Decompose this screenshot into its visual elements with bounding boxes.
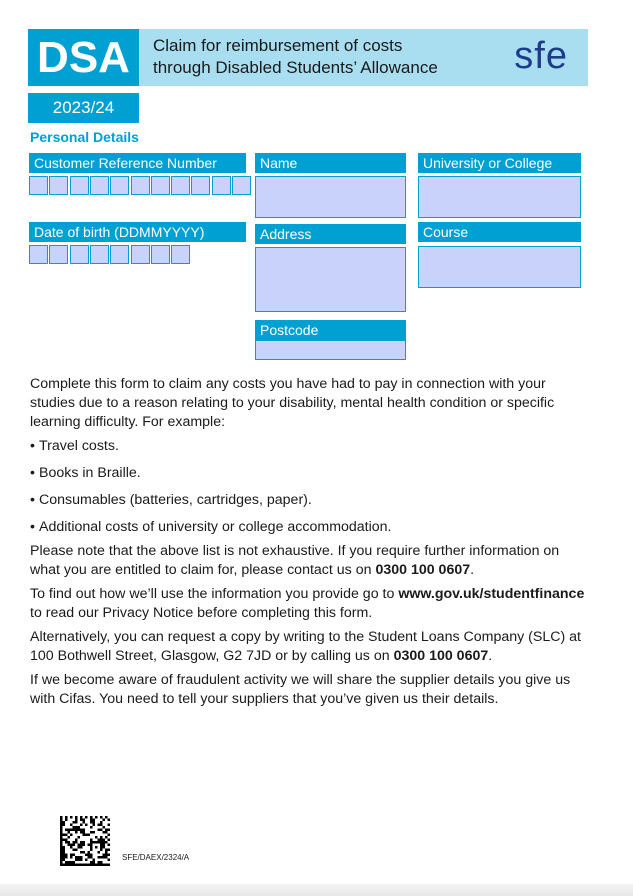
postcode-label: Postcode bbox=[255, 320, 406, 340]
dob-digit-box[interactable] bbox=[110, 245, 129, 264]
header-banner bbox=[139, 29, 588, 86]
crn-digit-box[interactable] bbox=[171, 176, 190, 195]
bullet-text: Travel costs. bbox=[39, 438, 119, 454]
crn-digit-box[interactable] bbox=[70, 176, 89, 195]
bullet-text: Additional costs of university or college accommodation. bbox=[39, 519, 392, 535]
instructions bbox=[30, 375, 590, 714]
list-item bbox=[30, 464, 590, 483]
copy-text: Alternatively, you can request a copy by writing to the Student Loans Company (SLC) at 100 Bothwell Street, Glasgow, G2 7JD or by calling us on bbox=[30, 629, 581, 664]
crn-digit-box[interactable] bbox=[90, 176, 109, 195]
crn-input-group bbox=[29, 176, 251, 195]
section-title-personal-details: Personal Details bbox=[30, 129, 139, 145]
dob-digit-box[interactable] bbox=[49, 245, 68, 264]
crn-digit-box[interactable] bbox=[131, 176, 150, 195]
name-label: Name bbox=[255, 153, 406, 173]
privacy-text-end: to read our Privacy Notice before completing this form. bbox=[30, 605, 373, 621]
note-paragraph bbox=[30, 542, 590, 580]
dob-digit-box[interactable] bbox=[131, 245, 150, 264]
note-text: Please note that the above list is not exhaustive. If you require further information on what you are entitled to claim for, please contact us on bbox=[30, 543, 560, 578]
university-label: University or College bbox=[418, 153, 581, 173]
phone-number: 0300 100 0607 bbox=[375, 562, 471, 578]
crn-digit-box[interactable] bbox=[151, 176, 170, 195]
crn-label: Customer Reference Number bbox=[29, 153, 246, 173]
dob-digit-box[interactable] bbox=[29, 245, 48, 264]
address-field[interactable] bbox=[255, 247, 406, 312]
dsa-logo: DSA bbox=[28, 29, 139, 86]
form-reference: SFE/DAEX/2324/A bbox=[122, 853, 190, 862]
university-field[interactable] bbox=[418, 176, 581, 218]
form-title bbox=[153, 35, 438, 79]
course-label: Course bbox=[418, 222, 581, 242]
note-end: . bbox=[470, 562, 475, 578]
form-title-line1: Claim for reimbursement of costs bbox=[153, 36, 403, 55]
dob-input-group bbox=[29, 245, 201, 264]
crn-digit-box[interactable] bbox=[49, 176, 68, 195]
dob-label: Date of birth (DDMMYYYY) bbox=[29, 222, 246, 242]
copy-paragraph bbox=[30, 628, 590, 666]
dob-digit-box[interactable] bbox=[171, 245, 190, 264]
privacy-link[interactable]: www.gov.uk/studentfinance bbox=[398, 586, 585, 602]
crn-digit-box[interactable] bbox=[212, 176, 231, 195]
bullet-glyph: • bbox=[30, 438, 35, 454]
form-title-line2: through Disabled Students’ Allowance bbox=[153, 58, 438, 77]
dob-digit-box[interactable] bbox=[90, 245, 109, 264]
course-field[interactable] bbox=[418, 246, 581, 288]
bullet-glyph: • bbox=[30, 492, 35, 508]
page-footer-shadow bbox=[0, 884, 633, 896]
bullet-text: Books in Braille. bbox=[39, 465, 141, 481]
list-item bbox=[30, 437, 590, 456]
bullet-glyph: • bbox=[30, 519, 35, 535]
list-item bbox=[30, 491, 590, 510]
phone-number: 0300 100 0607 bbox=[393, 648, 489, 664]
intro-paragraph: Complete this form to claim any costs you have had to pay in connection with your studies due to a reason relating to your disability, mental health condition or specific learning difficulty. For example: bbox=[30, 376, 555, 430]
copy-end: . bbox=[488, 648, 493, 664]
sfe-logo: sfe bbox=[514, 35, 568, 77]
crn-digit-box[interactable] bbox=[110, 176, 129, 195]
fraud-paragraph: If we become aware of fraudulent activity we will share the supplier details you give us with Cifas. You need to tell your suppliers that you’ve given us their details. bbox=[30, 672, 571, 707]
name-field[interactable] bbox=[255, 176, 406, 218]
postcode-field[interactable] bbox=[255, 340, 406, 360]
crn-digit-box[interactable] bbox=[232, 176, 251, 195]
dob-digit-box[interactable] bbox=[70, 245, 89, 264]
dob-digit-box[interactable] bbox=[151, 245, 170, 264]
academic-year-badge: 2023/24 bbox=[28, 93, 139, 123]
privacy-text: To find out how we’ll use the information you provide go to bbox=[30, 586, 399, 602]
bullet-glyph: • bbox=[30, 465, 35, 481]
crn-digit-box[interactable] bbox=[29, 176, 48, 195]
privacy-paragraph bbox=[30, 585, 590, 623]
crn-digit-box[interactable] bbox=[191, 176, 210, 195]
list-item bbox=[30, 518, 590, 537]
address-label: Address bbox=[255, 224, 406, 244]
bullet-text: Consumables (batteries, cartridges, paper). bbox=[39, 492, 312, 508]
datamatrix-barcode-icon bbox=[60, 816, 110, 866]
